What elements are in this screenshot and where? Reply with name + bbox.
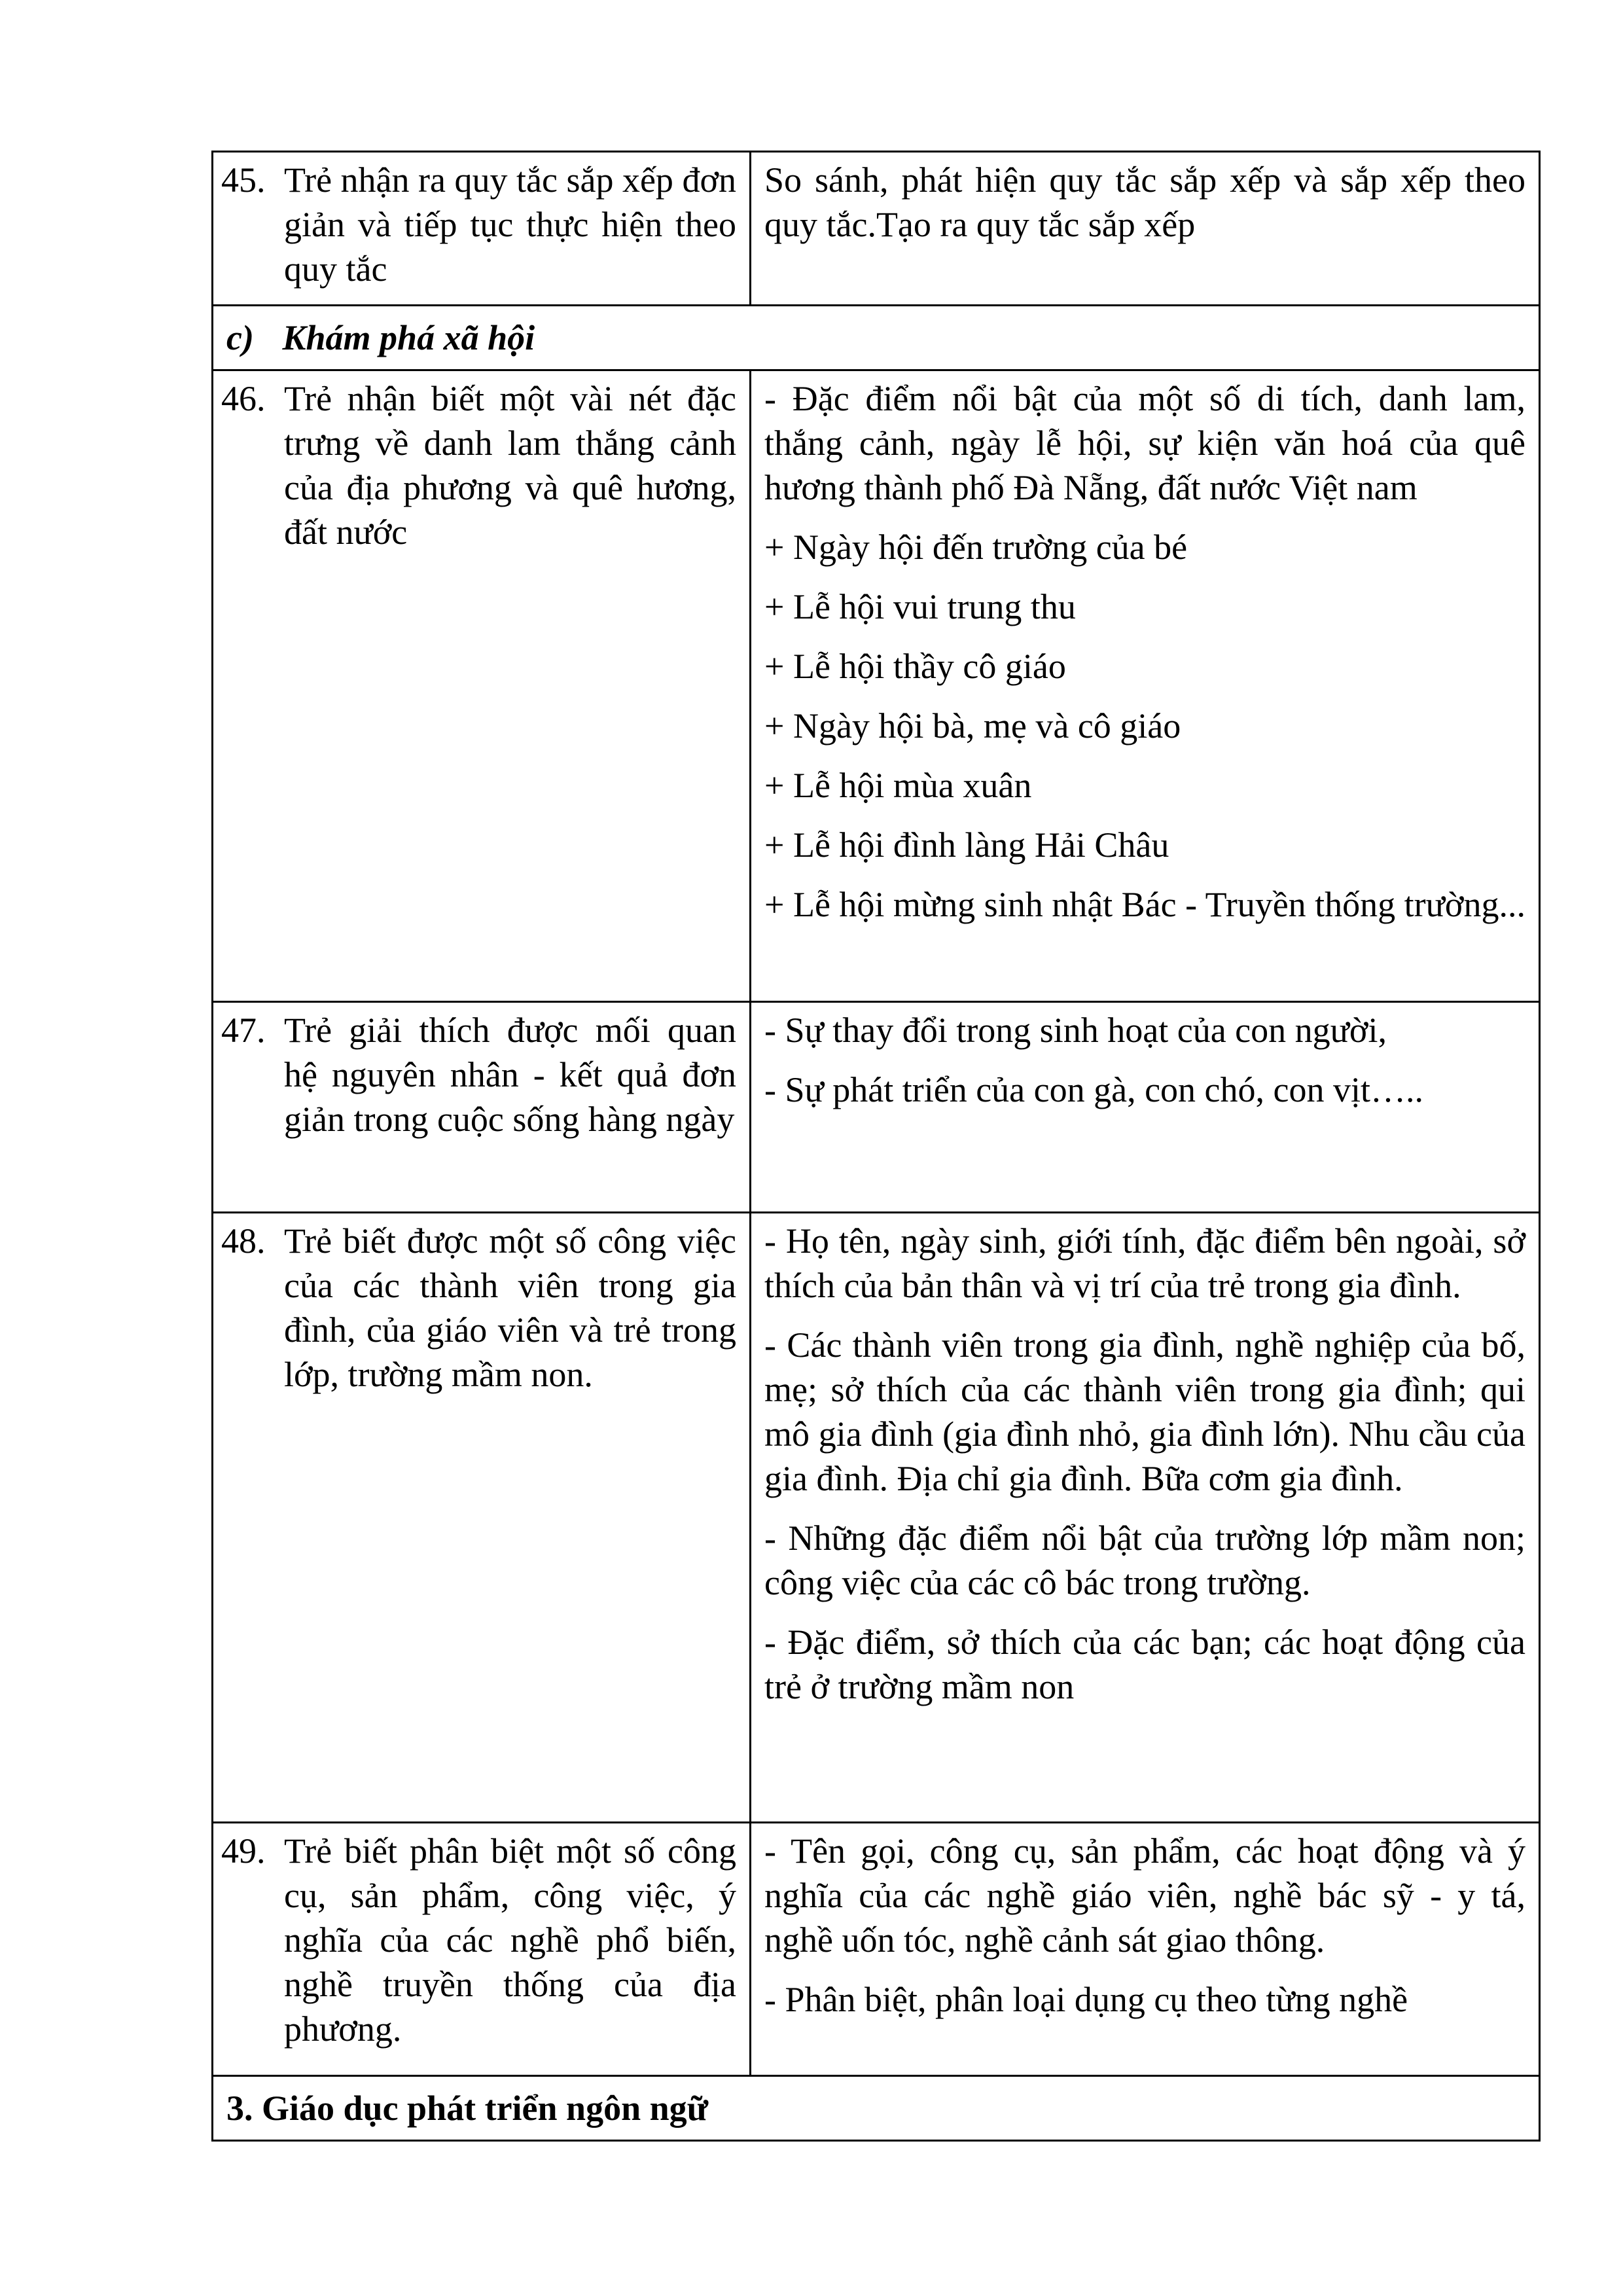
- content-line: + Lễ hội đình làng Hải Châu: [764, 825, 1169, 865]
- content-line: - Sự phát triển của con gà, con chó, con vịt…..: [764, 1070, 1423, 1109]
- target-cell: [213, 152, 751, 306]
- target-text: Trẻ nhận biết một vài nét đặc trưng về danh lam thắng cảnh của địa phương và quê hương, đất nước: [284, 379, 736, 552]
- section-label: 3.: [226, 2089, 253, 2128]
- section-label: c): [226, 318, 254, 357]
- section-title: Khám phá xã hội: [282, 318, 535, 357]
- table-row: [213, 1213, 1540, 1823]
- item-number: 46.: [221, 379, 266, 418]
- table-row: [213, 1823, 1540, 2076]
- target-text: Trẻ biết phân biệt một số công cụ, sản phẩm, công việc, ý nghĩa của các nghề phổ biến, nghề truyền thống của địa phương.: [284, 1831, 736, 2049]
- item-number: 47.: [221, 1011, 266, 1050]
- table-row: [213, 1002, 1540, 1213]
- content-line: - Những đặc điểm nổi bật của trường lớp mầm non; công việc của các cô bác trong trường.: [764, 1518, 1525, 1602]
- content-line: + Lễ hội vui trung thu: [764, 587, 1076, 626]
- table-row: [213, 370, 1540, 1002]
- content-cell: [751, 1213, 1540, 1823]
- content-cell: [751, 1002, 1540, 1213]
- target-text: Trẻ biết được một số công việc của các thành viên trong gia đình, của giáo viên và trẻ trong lớp, trường mầm non.: [284, 1221, 736, 1394]
- item-number: 45.: [221, 160, 266, 200]
- content-line: - Phân biệt, phân loại dụng cụ theo từng nghề: [764, 1980, 1408, 2019]
- content-line: - Các thành viên trong gia đình, nghề nghiệp của bố, mẹ; sở thích của các thành viên trong gia đình; qui mô gia đình (gia đình nhỏ, gia đình lớn). Nhu cầu của gia đình. Địa chỉ gia đình. Bữa cơm gia đình.: [764, 1325, 1525, 1498]
- content-line: + Lễ hội thầy cô giáo: [764, 647, 1066, 686]
- section-heading: [213, 2076, 1540, 2141]
- target-cell: [213, 1823, 751, 2076]
- target-text: Trẻ giải thích được mối quan hệ nguyên nhân - kết quả đơn giản trong cuộc sống hàng ngày: [284, 1011, 736, 1139]
- section-heading: [213, 306, 1540, 370]
- content-line: - Họ tên, ngày sinh, giới tính, đặc điểm bên ngoài, sở thích của bản thân và vị trí của trẻ trong gia đình.: [764, 1221, 1525, 1305]
- content-line: + Ngày hội đến trường của bé: [764, 528, 1188, 567]
- table-row: [213, 152, 1540, 306]
- item-number: 48.: [221, 1221, 266, 1261]
- content-line: - Sự thay đổi trong sinh hoạt của con người,: [764, 1011, 1387, 1050]
- curriculum-table: [211, 151, 1541, 2142]
- content-line: - Đặc điểm, sở thích của các bạn; các hoạt động của trẻ ở trường mầm non: [764, 1623, 1525, 1706]
- target-cell: [213, 1002, 751, 1213]
- content-line: + Ngày hội bà, mẹ và cô giáo: [764, 706, 1181, 745]
- content-line: - Tên gọi, công cụ, sản phẩm, các hoạt động và ý nghĩa của các nghề giáo viên, nghề bác sỹ - y tá, nghề uốn tóc, nghề cảnh sát giao thông.: [764, 1831, 1525, 1960]
- content-line: So sánh, phát hiện quy tắc sắp xếp và sắp xếp theo quy tắc.Tạo ra quy tắc sắp xếp: [764, 160, 1525, 244]
- section-row: [213, 306, 1540, 370]
- section-title: Giáo dục phát triển ngôn ngữ: [262, 2089, 709, 2128]
- content-cell: [751, 152, 1540, 306]
- item-number: 49.: [221, 1831, 266, 1871]
- content-line: + Lễ hội mùa xuân: [764, 766, 1032, 805]
- target-cell: [213, 1213, 751, 1823]
- content-line: - Đặc điểm nổi bật của một số di tích, danh lam, thắng cảnh, ngày lễ hội, sự kiện văn hoá của quê hương thành phố Đà Nẵng, đất nước Việt nam: [764, 379, 1525, 507]
- target-text: Trẻ nhận ra quy tắc sắp xếp đơn giản và tiếp tục thực hiện theo quy tắc: [284, 160, 736, 289]
- content-line: + Lễ hội mừng sinh nhật Bác - Truyền thống trường...: [764, 885, 1525, 924]
- section-row: [213, 2076, 1540, 2141]
- content-cell: [751, 370, 1540, 1002]
- target-cell: [213, 370, 751, 1002]
- content-cell: [751, 1823, 1540, 2076]
